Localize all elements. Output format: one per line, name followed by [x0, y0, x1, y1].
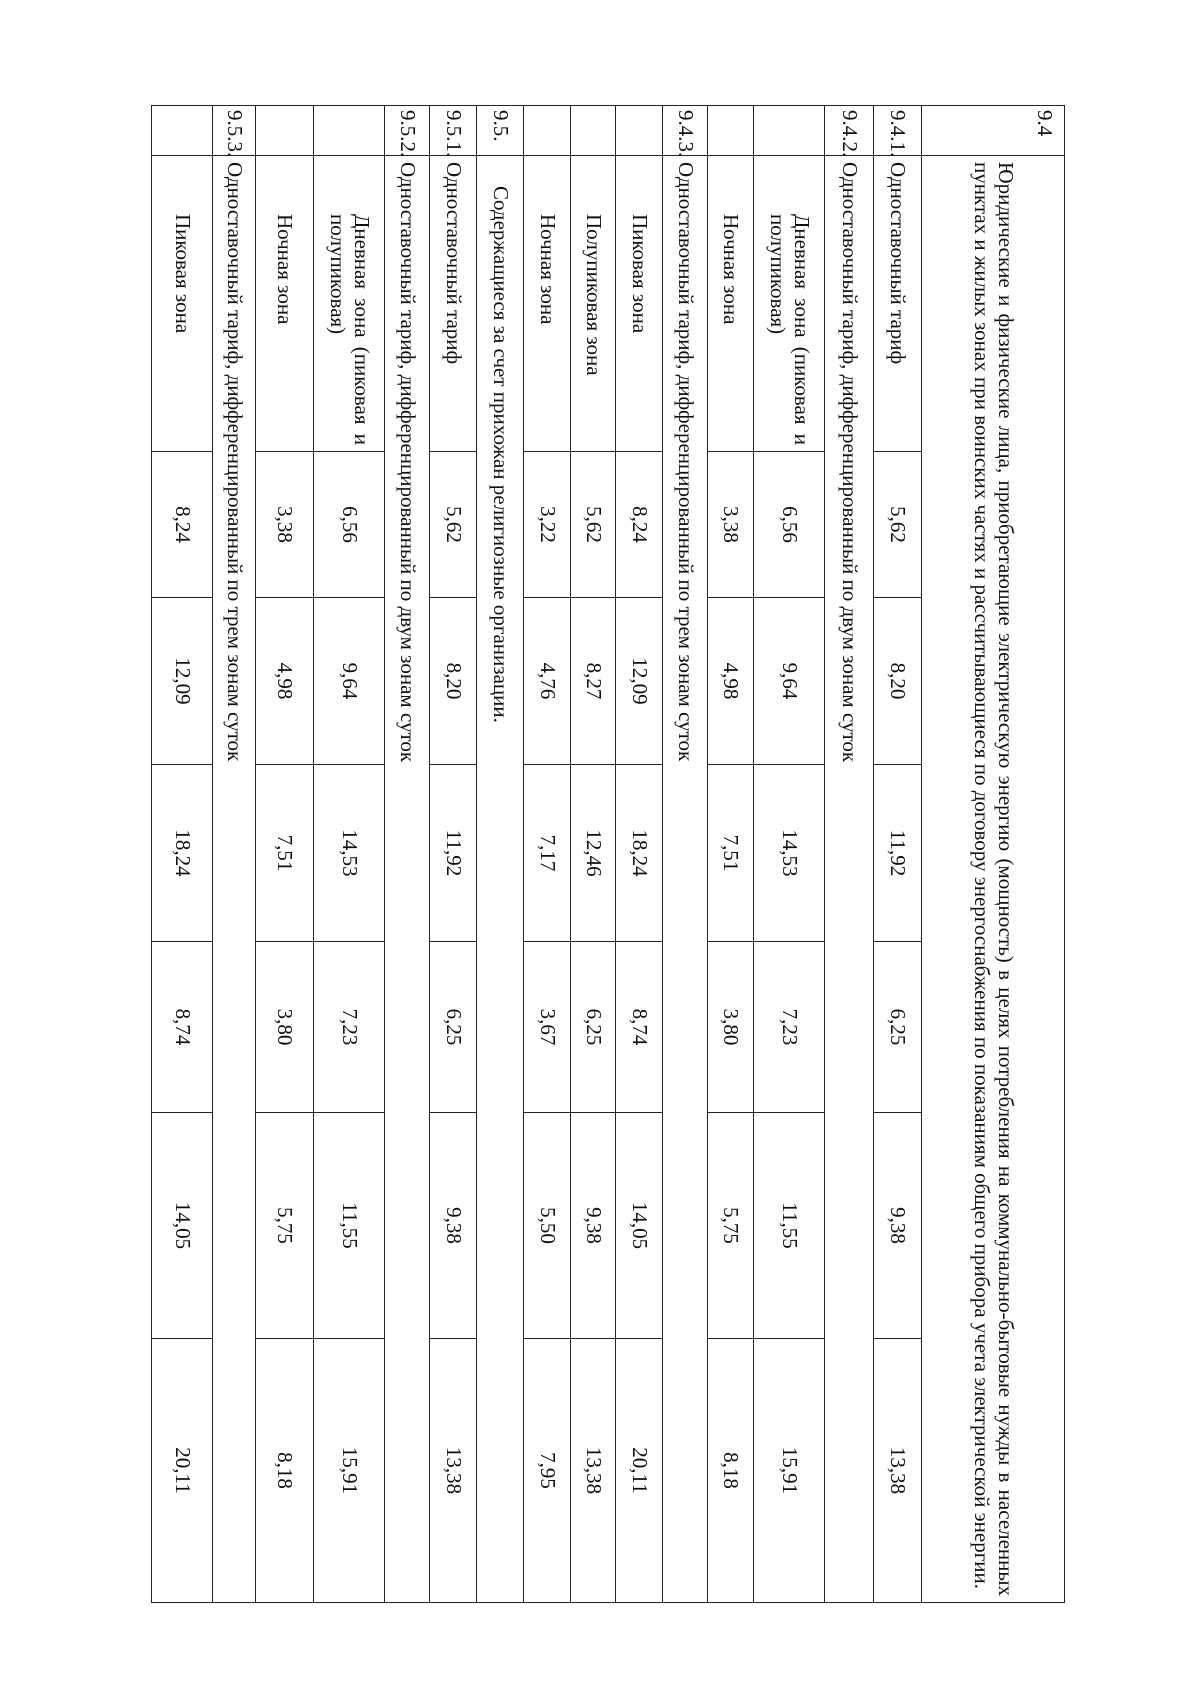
table-cell: 12,09: [152, 598, 213, 765]
table-cell: 13,38: [874, 1339, 922, 1603]
table-cell: 13,38: [430, 1339, 477, 1603]
row-label: Полупиковая зона: [571, 156, 616, 452]
row-label: Ночная зона: [524, 156, 571, 452]
table-row: [663, 106, 708, 1603]
table-cell: 9,38: [430, 1113, 477, 1339]
row-label: Одноставочный тариф, дифференцированный по двум зонам суток: [825, 156, 874, 1603]
table-cell: 7,95: [524, 1339, 571, 1603]
table-cell: 18,24: [616, 765, 663, 942]
table-cell: 8,24: [152, 452, 213, 598]
table-cell: 12,09: [616, 598, 663, 765]
table-cell: 11,55: [314, 1113, 385, 1339]
row-number: [152, 106, 213, 156]
table-cell: 8,18: [256, 1339, 314, 1603]
table-row: [430, 106, 477, 1603]
table-cell: 13,38: [571, 1339, 616, 1603]
row-number: 9.4.2.: [825, 106, 874, 156]
row-number: 9.4.3.: [663, 106, 708, 156]
table-cell: 6,56: [754, 452, 825, 598]
row-number: [524, 106, 571, 156]
table-cell: 4,76: [524, 598, 571, 765]
row-label: Дневная зона (пиковая и полупиковая): [754, 156, 825, 452]
table-row: [922, 106, 1065, 1603]
table-row: [314, 106, 385, 1603]
table-row: [874, 106, 922, 1603]
table-cell: 9,64: [754, 598, 825, 765]
table-cell: 5,50: [524, 1113, 571, 1339]
table-cell: 7,17: [524, 765, 571, 942]
row-number: [314, 106, 385, 156]
table-cell: 18,24: [152, 765, 213, 942]
row-number: 9.5.1.: [430, 106, 477, 156]
table-cell: 15,91: [754, 1339, 825, 1603]
table-cell: 3,80: [256, 942, 314, 1113]
row-label: Одноставочный тариф: [874, 156, 922, 452]
table-cell: 3,38: [256, 452, 314, 598]
table-cell: 7,23: [754, 942, 825, 1113]
table-cell: 8,24: [616, 452, 663, 598]
table-row: [708, 106, 754, 1603]
table-cell: 3,80: [708, 942, 754, 1113]
table-cell: 11,92: [874, 765, 922, 942]
table-cell: 8,27: [571, 598, 616, 765]
table-row: [213, 106, 256, 1603]
row-number: [256, 106, 314, 156]
table-row: [385, 106, 430, 1603]
row-number: [708, 106, 754, 156]
table-cell: 14,53: [754, 765, 825, 942]
row-number: 9.4.1.: [874, 106, 922, 156]
table-cell: 4,98: [256, 598, 314, 765]
row-label: Одноставочный тариф, дифференцированный по двум зонам суток: [385, 156, 430, 1603]
table-cell: 11,92: [430, 765, 477, 942]
table-cell: 3,67: [524, 942, 571, 1113]
section-heading: Юридические и физические лица, приобретающие электрическую энергию (мощность) в целях потребления на коммунально-бытовые нужды в населенных пунктах и жилых зонах при воинских частях и рассчитывающиеся по договору энергоснабжения по показаниям общего прибора учета электрической энергии.: [922, 156, 1065, 1603]
table-cell: 20,11: [616, 1339, 663, 1603]
rotated-page: [148, 105, 1065, 1602]
table-cell: 3,22: [524, 452, 571, 598]
row-number: 9.4: [922, 106, 1065, 156]
table-cell: 8,18: [708, 1339, 754, 1603]
tariff-table: [151, 105, 1065, 1603]
row-number: [754, 106, 825, 156]
table-cell: 8,20: [430, 598, 477, 765]
table-cell: 5,62: [430, 452, 477, 598]
row-label: Одноставочный тариф, дифференцированный по трем зонам суток: [663, 156, 708, 1603]
table-cell: 6,25: [571, 942, 616, 1113]
row-number: 9.5.2.: [385, 106, 430, 156]
table-cell: 8,74: [152, 942, 213, 1113]
table-row: [256, 106, 314, 1603]
row-label: Ночная зона: [256, 156, 314, 452]
row-label: Пиковая зона: [152, 156, 213, 452]
table-cell: 5,75: [708, 1113, 754, 1339]
table-row: [524, 106, 571, 1603]
row-label: Содержащиеся за счет прихожан религиозные организации.: [477, 156, 524, 1603]
table-cell: 8,20: [874, 598, 922, 765]
table-cell: 6,25: [874, 942, 922, 1113]
row-number: 9.5.: [477, 106, 524, 156]
table-cell: 14,05: [152, 1113, 213, 1339]
table-row: [571, 106, 616, 1603]
table-cell: 5,75: [256, 1113, 314, 1339]
table-row: [477, 106, 524, 1603]
row-label: Одноставочный тариф: [430, 156, 477, 452]
table-cell: 8,74: [616, 942, 663, 1113]
table-cell: 11,55: [754, 1113, 825, 1339]
table-row: [616, 106, 663, 1603]
table-cell: 7,23: [314, 942, 385, 1113]
row-number: [571, 106, 616, 156]
table-cell: 6,25: [430, 942, 477, 1113]
table-cell: 9,64: [314, 598, 385, 765]
row-label: Пиковая зона: [616, 156, 663, 452]
table-cell: 15,91: [314, 1339, 385, 1603]
row-number: 9.5.3.: [213, 106, 256, 156]
row-label: Одноставочный тариф, дифференцированный по трем зонам суток: [213, 156, 256, 1603]
table-cell: 9,38: [571, 1113, 616, 1339]
table-cell: 7,51: [256, 765, 314, 942]
table-row: [825, 106, 874, 1603]
table-cell: 6,56: [314, 452, 385, 598]
table-row: [754, 106, 825, 1603]
row-label: Дневная зона (пиковая и полупиковая): [314, 156, 385, 452]
table-cell: 12,46: [571, 765, 616, 942]
table-cell: 14,05: [616, 1113, 663, 1339]
table-cell: 5,62: [874, 452, 922, 598]
table-cell: 7,51: [708, 765, 754, 942]
row-label: Ночная зона: [708, 156, 754, 452]
row-number: [616, 106, 663, 156]
table-cell: 5,62: [571, 452, 616, 598]
table-cell: 3,38: [708, 452, 754, 598]
table-cell: 20,11: [152, 1339, 213, 1603]
table-cell: 4,98: [708, 598, 754, 765]
table-cell: 14,53: [314, 765, 385, 942]
table-cell: 9,38: [874, 1113, 922, 1339]
table-row: [152, 106, 213, 1603]
